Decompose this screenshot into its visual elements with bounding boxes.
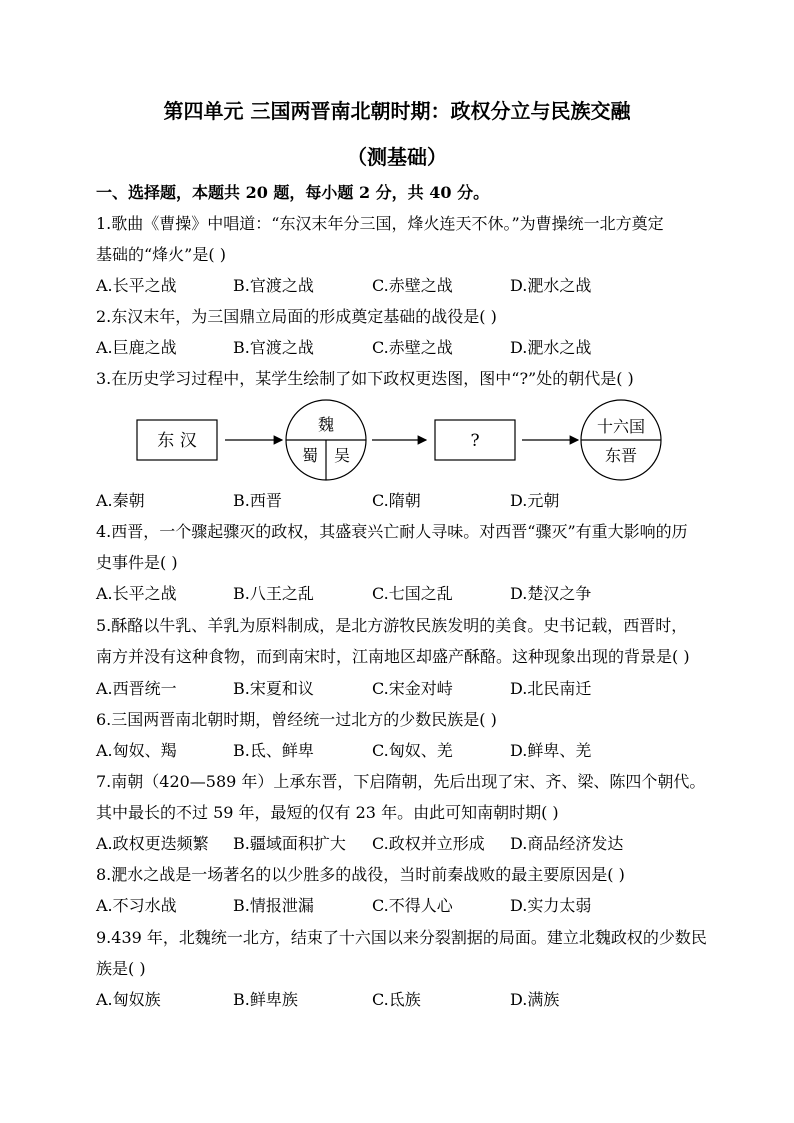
question-9-text-cont: 族是( ) <box>96 959 146 978</box>
option-a: A.秦朝 <box>96 491 145 510</box>
question-1-text-cont: 基础的“烽火”是( ) <box>96 245 226 264</box>
option-c: C.赤壁之战 <box>372 276 453 295</box>
label-eastern-jin: 东晋 <box>604 446 638 465</box>
option-b: B.西晋 <box>233 491 282 510</box>
option-d: D.鲜卑、羌 <box>510 741 592 760</box>
option-c: C.隋朝 <box>372 491 421 510</box>
option-a: A.长平之战 <box>96 584 177 603</box>
question-9-text: 9.439 年，北魏统一北方，结束了十六国以来分裂割据的局面。建立北魏政权的少数民 <box>96 928 707 947</box>
option-c: C.不得人心 <box>372 896 453 915</box>
label-wu: 吴 <box>333 446 351 465</box>
question-7-text-cont: 其中最长的不过 59 年，最短的仅有 23 年。由此可知南朝时期( ) <box>96 803 559 822</box>
question-4-options <box>96 581 716 605</box>
regime-change-diagram <box>130 398 670 482</box>
question-6-options <box>96 738 716 762</box>
option-d: D.淝水之战 <box>510 276 592 295</box>
option-b: B.氐、鲜卑 <box>233 741 314 760</box>
question-5-options <box>96 676 716 700</box>
option-c: C.匈奴、羌 <box>372 741 453 760</box>
option-a: A.长平之战 <box>96 276 177 295</box>
option-d: D.元朝 <box>510 491 560 510</box>
option-c: C.氐族 <box>372 990 421 1009</box>
page-title: 第四单元 三国两晋南北朝时期：政权分立与民族交融 <box>163 99 631 123</box>
option-a: A.西晋统一 <box>96 679 177 698</box>
option-d: D.满族 <box>510 990 560 1009</box>
option-a: A.匈奴族 <box>96 990 161 1009</box>
question-4-text: 4.西晋，一个骤起骤灭的政权，其盛衰兴亡耐人寻味。对西晋“骤灭”有重大影响的历 <box>96 522 688 541</box>
page-subtitle: （测基础） <box>347 145 447 169</box>
question-3-text: 3.在历史学习过程中，某学生绘制了如下政权更迭图，图中“?”处的朝代是( ) <box>96 369 634 388</box>
question-8-options <box>96 893 716 917</box>
option-d: D.楚汉之争 <box>510 584 592 603</box>
question-2-text: 2.东汉末年，为三国鼎立局面的形成奠定基础的战役是( ) <box>96 307 497 326</box>
question-5-text-cont: 南方并没有这种食物，而到南宋时，江南地区却盛产酥酪。这种现象出现的背景是( ) <box>96 647 690 666</box>
option-a: A.政权更迭频繁 <box>96 834 209 853</box>
option-c: C.宋金对峙 <box>372 679 453 698</box>
label-shu: 蜀 <box>301 446 319 465</box>
option-c: C.赤壁之战 <box>372 338 453 357</box>
box-eastern-han-label: 东 汉 <box>157 431 197 451</box>
label-wei: 魏 <box>317 415 335 434</box>
section-heading: 一、选择题，本题共 20 题，每小题 2 分，共 40 分。 <box>96 183 490 202</box>
question-2-options <box>96 335 716 359</box>
option-b: B.宋夏和议 <box>233 679 314 698</box>
option-b: B.鲜卑族 <box>233 990 298 1009</box>
option-b: B.情报泄漏 <box>233 896 314 915</box>
option-c: C.政权并立形成 <box>372 834 485 853</box>
question-1-options <box>96 273 716 297</box>
option-a: A.巨鹿之战 <box>96 338 177 357</box>
option-c: C.七国之乱 <box>372 584 453 603</box>
option-b: B.官渡之战 <box>233 276 314 295</box>
option-d: D.实力太弱 <box>510 896 592 915</box>
option-a: A.不习水战 <box>96 896 177 915</box>
question-4-text-cont: 史事件是( ) <box>96 553 178 572</box>
option-b: B.疆域面积扩大 <box>233 834 346 853</box>
option-d: D.北民南迁 <box>510 679 592 698</box>
option-b: B.官渡之战 <box>233 338 314 357</box>
question-6-text: 6.三国两晋南北朝时期，曾经统一过北方的少数民族是( ) <box>96 710 497 729</box>
question-3-options <box>96 488 716 512</box>
question-5-text: 5.酥酪以牛乳、羊乳为原料制成，是北方游牧民族发明的美食。史书记载，西晋时， <box>96 616 688 635</box>
option-d: D.商品经济发达 <box>510 834 624 853</box>
question-7-options <box>96 831 716 855</box>
option-d: D.淝水之战 <box>510 338 592 357</box>
box-unknown-label: ? <box>470 431 480 451</box>
question-8-text: 8.淝水之战是一场著名的以少胜多的战役，当时前秦战败的最主要原因是( ) <box>96 865 625 884</box>
option-b: B.八王之乱 <box>233 584 314 603</box>
question-7-text: 7.南朝（420—589 年）上承东晋，下启隋朝，先后出现了宋、齐、梁、陈四个朝代。 <box>96 772 706 791</box>
label-sixteen-kingdoms: 十六国 <box>596 417 646 436</box>
question-1-text: 1.歌曲《曹操》中唱道：“东汉末年分三国，烽火连天不休。”为曹操统一北方奠定 <box>96 214 664 233</box>
option-a: A.匈奴、羯 <box>96 741 177 760</box>
question-9-options <box>96 987 716 1011</box>
